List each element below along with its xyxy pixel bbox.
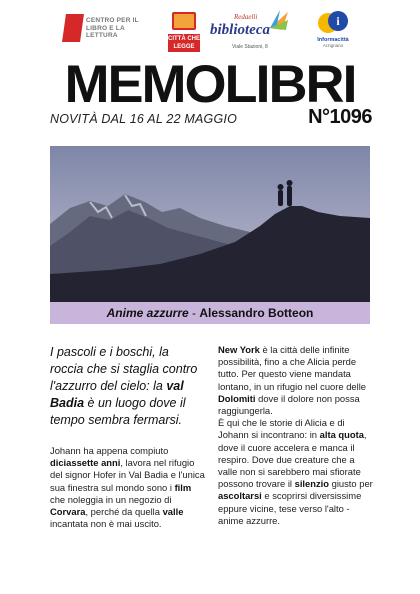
citta-che-legge-logo: CITTÀ CHE LEGGE: [168, 8, 200, 52]
biblioteca-logo: Redaelli biblioteca Viale Stazioni, 8: [210, 10, 292, 54]
date-range: NOVITÀ DAL 16 AL 22 MAGGIO: [50, 112, 237, 126]
book-icon: [172, 12, 196, 30]
cepell-logo: CENTRO PER IL LIBRO E LA LETTURA: [64, 12, 146, 46]
book-caption: Anime azzurre - Alessandro Botteon: [50, 302, 370, 324]
synopsis-right-1: New York è la città delle infinite possibilità, fino a che Alicia perde tutto. Per questo viene mandata lontano, in un rifugio nel cuore delle Dolomiti dove il dolore non possa raggiungerla.: [218, 344, 367, 417]
pull-quote: I pascoli e i boschi, la roccia che si staglia contro l'azzurro del cielo: la val Badia è un luogo dove il tempo sembra fermarsi.: [50, 345, 198, 427]
speech-bubble-icon: i: [316, 10, 350, 36]
left-column: [50, 344, 205, 530]
synopsis-right-2: È qui che le storie di Alicia e di Johann si incontrano: in alta quota, dove il cuore accelera e manca il respiro. Dove due creature che a valle non si sarebbero mai sfiorate possono trovare il silenzio giusto per ascoltarsi e scoprirsi diversissime eppure vicine, tese verso l'alto - anime azzurre.: [218, 417, 373, 526]
synopsis-left: Johann ha appena compiuto diciassette anni, lavora nel rifugio del signor Hofer in Val Badia e l'unica sua finestra sul mondo sono i film che noleggia in un negozio di Corvara, perché da quella valle incantata non è mai uscito.: [50, 445, 205, 530]
partner-logos: [60, 8, 360, 54]
cepell-mark-icon: [62, 14, 84, 42]
right-column: [218, 344, 376, 527]
book-author: Alessandro Botteon: [199, 306, 314, 320]
cover-image: [50, 146, 370, 302]
issue-number: N°1096: [308, 106, 372, 128]
informacitta-logo: i Informacittà Arzignano: [305, 10, 361, 54]
book-title: Anime azzurre: [106, 306, 189, 320]
masthead-title: MEMOLIBRI: [64, 55, 356, 114]
rays-icon: [268, 10, 290, 30]
